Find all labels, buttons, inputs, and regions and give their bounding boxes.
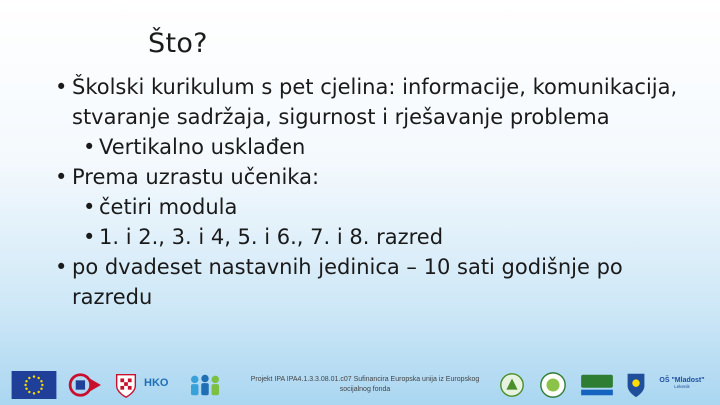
county-logo-icon <box>538 371 568 399</box>
slide-title: Što? <box>148 28 208 59</box>
bullet-item <box>55 192 705 222</box>
school-place: Lekenik <box>674 384 690 389</box>
operational-programme-logo-icon <box>66 371 106 399</box>
school-name: OŠ "Mladost" <box>659 377 705 384</box>
bullet-text: četiri modula <box>99 195 238 219</box>
ministry-crest-icon <box>112 371 140 399</box>
bullet-item <box>55 222 705 252</box>
footer-logo-strip <box>0 365 720 405</box>
partner-logo-icon <box>498 371 526 399</box>
bullet-text: Prema uzrastu učenika: <box>72 165 320 189</box>
bullet-marker: • <box>55 75 68 99</box>
bullet-item <box>55 72 705 132</box>
bullet-marker: • <box>55 165 68 189</box>
school-name-block <box>648 377 716 389</box>
bullet-marker: • <box>83 195 96 219</box>
school-crest-icon <box>624 371 648 399</box>
bullet-item <box>55 252 705 312</box>
bullet-text: 1. i 2., 3. i 4, 5. i 6., 7. i 8. razred <box>99 225 444 249</box>
bullet-text: Vertikalno usklađen <box>99 135 306 159</box>
bullet-marker: • <box>83 225 96 249</box>
hko-logo: HKO <box>144 377 169 389</box>
regional-logo-icon <box>578 371 616 399</box>
people-group-logo-icon <box>184 371 226 399</box>
bullet-text: po dvadeset nastavnih jedinica – 10 sati godišnje po razredu <box>72 255 623 309</box>
bullet-item <box>55 162 705 192</box>
bullet-text: Školski kurikulum s pet cjelina: informacije, komunikacija, stvaranje sadržaja, sigurnost i rješavanje problema <box>72 75 678 129</box>
project-funding-text: Projekt IPA IPA4.1.3.3.08.01.c07 Sufinancira Europska unija iz Europskog socijalnog fonda <box>250 376 480 393</box>
bullet-marker: • <box>83 135 96 159</box>
bullet-marker: • <box>55 255 68 279</box>
bullet-item <box>55 132 705 162</box>
eu-flag-icon <box>10 371 58 399</box>
bullet-list <box>55 72 705 312</box>
